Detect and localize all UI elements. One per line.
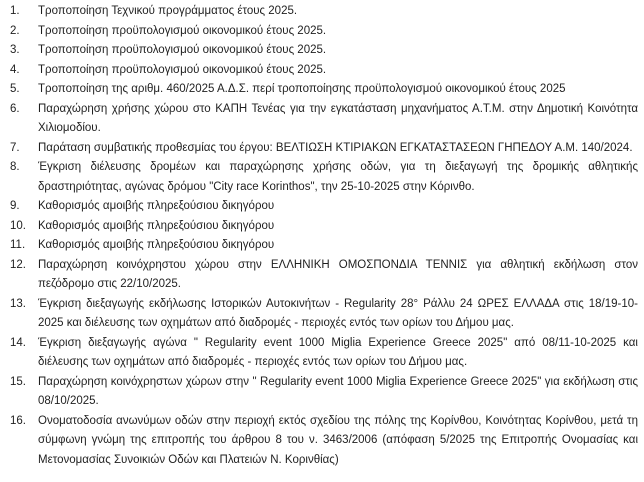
agenda-list-item [0,22,644,42]
agenda-list-item [0,334,644,373]
agenda-item-text: Τροποποίηση προϋπολογισμού οικονομικού έτους 2025. [38,44,327,56]
agenda-item-text: Παραχώρηση κοινόχρηστου χώρου στην ΕΛΛΗΝΙΚΗ ΟΜΟΣΠΟΝΔΙΑ ΤΕΝΝΙΣ για αθλητική εκδήλωση στον πεζόδρομο στις 22/10/2025. [38,258,638,290]
agenda-list-item [0,373,644,412]
agenda-item-text: Έγκριση διεξαγωγής εκδήλωσης Ιστορικών Αυτοκινήτων - Regularity 28° Ράλλυ 24 ΩΡΕΣ ΕΛΛΑΔΑ στις 18/19-10-2025 και διέλευσης των οχημάτων από διαδρομές - περιοχές εντός των ορίων του Δήμου μας. [38,297,638,329]
agenda-item-text: Έγκριση διεξαγωγής αγώνα " Regularity event 1000 Miglia Experience Greece 2025" από 08/11-10-2025 και διέλευσης των οχημάτων από διαδρομές - περιοχές εντός των ορίων του Δήμου μας. [38,336,638,368]
agenda-item-number: 14. [10,336,26,349]
agenda-item-text: Ονοματοδοσία ανωνύμων οδών στην περιοχή εκτός σχεδίου της πόλης της Κορίνθου, Κοινότητας Κορίνθου, μετά τη σύμφωνη γνώμη της επιτροπής του άρθρου 8 του ν. 3463/2006 (απόφαση 5/2025 της Επιτροπής Ονομασίας και Μετονομασίας Συνοικιών Οδών και Πλατειών Ν. Κορινθίας) [38,414,638,466]
agenda-list-item [0,100,644,139]
agenda-item-number: 6. [10,102,20,115]
agenda-list-item [0,41,644,61]
agenda-item-number: 7. [10,141,20,154]
agenda-list-item [0,2,644,22]
agenda-list-item [0,61,644,81]
agenda-list-item [0,197,644,217]
agenda-list-item [0,80,644,100]
agenda-item-text: Παραχώρηση κοινόχρηστων χώρων στην " Regularity event 1000 Miglia Experience Greece 2025" για εκδήλωση στις 08/10/2025. [38,375,638,407]
agenda-list-item [0,412,644,471]
agenda-item-number: 1. [10,5,20,17]
agenda-item-text: Καθορισμός αμοιβής πληρεξούσιου δικηγόρου [38,200,275,212]
agenda-item-number: 4. [10,63,20,76]
agenda-item-number: 5. [10,83,20,95]
agenda-list-item [0,236,644,256]
agenda-item-text: Τροποποίηση προϋπολογισμού οικονομικού έτους 2025. [38,63,327,76]
agenda-list-item [0,256,644,295]
agenda-item-number: 8. [10,161,20,173]
agenda-item-text: Τροποποίηση προϋπολογισμού οικονομικού έτους 2025. [38,24,327,37]
agenda-item-text: Έγκριση διέλευσης δρομέων και παραχώρησης χρήσης οδών, για τη διεξαγωγή της δρομικής αθλητικής δραστηριότητας, αγώνας δρόμου "City race Korinthos", την 25-10-2025 στην Κόρινθο. [38,161,638,193]
agenda-item-number: 12. [10,258,26,271]
agenda-item-number: 11. [10,239,26,251]
agenda-list-item [0,217,644,237]
agenda-item-text: Τροποποίηση Τεχνικού προγράμματος έτους 2025. [38,5,298,17]
agenda-list-item [0,139,644,159]
agenda-item-number: 15. [10,375,26,388]
agenda-item-text: Καθορισμός αμοιβής πληρεξούσιου δικηγόρου [38,219,275,232]
agenda-item-number: 16. [10,414,26,427]
agenda-item-number: 2. [10,24,20,37]
agenda-item-text: Παράταση συμβατικής προθεσμίας του έργου: ΒΕΛΤΙΩΣΗ ΚΤΙΡΙΑΚΩΝ ΕΓΚΑΤΑΣΤΑΣΕΩΝ ΓΗΠΕΔΟΥ Α.Μ. 140/2024. [38,141,633,154]
agenda-item-text: Καθορισμός αμοιβής πληρεξούσιου δικηγόρου [38,239,275,251]
agenda-list-item [0,295,644,334]
agenda-item-number: 13. [10,297,26,310]
agenda-item-number: 3. [10,44,20,56]
agenda-list-item [0,158,644,197]
agenda-item-text: Παραχώρηση χρήσης χώρου στο ΚΑΠΗ Τενέας για την εγκατάσταση μηχανήματος Α.Τ.Μ. στην Δημοτική Κοινότητα Χιλιομοδίου. [38,102,638,134]
agenda-item-number: 9. [10,200,20,212]
agenda-item-text: Τροποποίηση της αριθμ. 460/2025 Α.Δ.Σ. περί τροποποίησης προϋπολογισμού οικονομικού έτους 2025 [38,83,566,95]
agenda-item-number: 10. [10,219,26,232]
